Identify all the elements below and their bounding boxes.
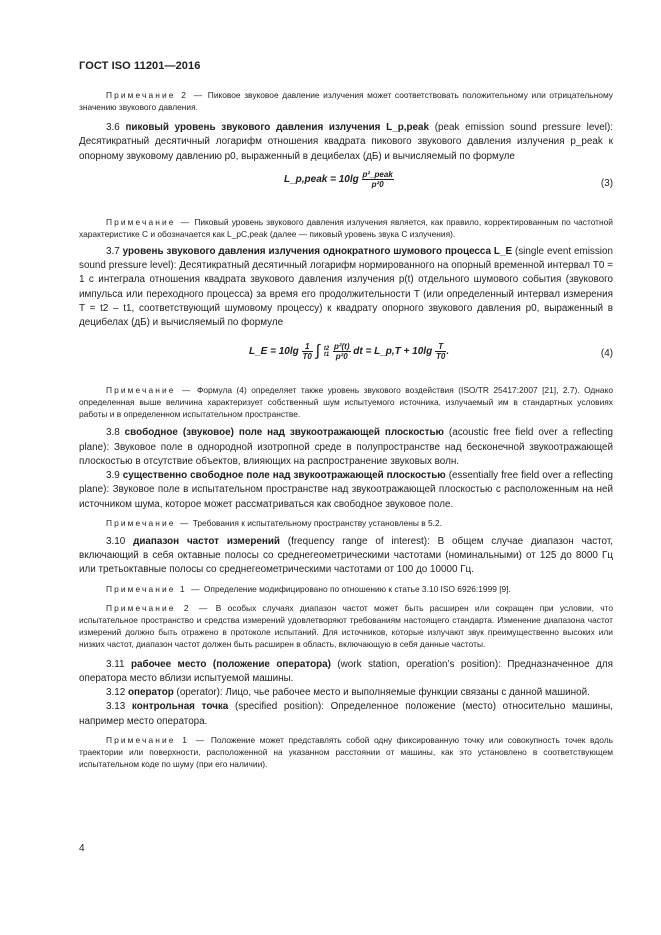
formula-number: (3) (600, 177, 613, 189)
note-label: Примечание 2 — (106, 602, 210, 613)
term-definition: (peak emission sound pressure level): Десятикратный десятичный логарифм отношения квадрата пикового звукового давления излучения p_peak к опорному звуковому давлению p0, выраженный в децибелах (дБ) и вычисляемый по формуле (79, 122, 613, 162)
term-3-7 (79, 245, 613, 330)
note-formula-4 (79, 384, 613, 420)
term-3-9 (79, 469, 613, 512)
term-definition: (operator): Лицо, чье рабочее место и выполняемые функции связаны с данной машиной. (173, 687, 590, 699)
term-definition: (work station, operation’s position): Предназначенное для оператора место вблизи испытуемой машины. (79, 658, 613, 685)
term-title: контрольная точка (131, 701, 229, 713)
note-space-requirements (79, 517, 613, 529)
formula-number: (4) (600, 348, 613, 360)
note-frequency-1 (79, 583, 613, 595)
term-title: пиковый уровень звукового давления излучения L_p,peak (125, 122, 429, 134)
term-3-10 (79, 535, 613, 578)
note-label: Примечание — (106, 517, 191, 528)
term-3-13 (79, 700, 613, 728)
term-3-11 (79, 658, 613, 686)
integral-upper-limit: t2 (323, 345, 330, 352)
formula-3 (79, 164, 613, 216)
term-number: 3.6 (106, 122, 120, 134)
formula-expression (284, 170, 394, 189)
page-number: 4 (79, 843, 85, 854)
note-peak-sign (79, 89, 613, 113)
term-definition: (specified position): Определенное положение (место) относительно машины, например место оператора. (79, 701, 613, 727)
formula-lhs: L_p,peak = 10lg (284, 173, 359, 185)
note-text: Формула (4) определяет также уровень звукового воздействия (ISO/TR 25417:2007 [21], 2.7). Однако определенная выше величина характеризует собственный шум испытуемого источника, излучаемый им в стандартных условиях работы и в определенном испытательном пространстве. (79, 385, 613, 420)
document-header: ГОСТ ISO 11201—2016 (79, 60, 201, 72)
formula-fraction (362, 170, 394, 189)
term-definition: (essentially free field over a reflecting plane): Звуковое поле в испытательном пространстве над звукоотражающей плоскостью с расположенным на ней источником шума, которое может рассматриваться как свободное звуковое поле. (79, 470, 614, 510)
formula-fraction-3 (435, 342, 446, 361)
term-title: уровень звукового давления излучения однократного шумового процесса L_E (122, 245, 513, 257)
fraction-denominator: p²0 (335, 352, 348, 362)
integral-limits (323, 346, 330, 358)
note-label: Примечание 2 — (106, 90, 205, 100)
note-text: Положение может представлять собой одну фиксированную точку или совокупность точек вдоль траектории или поверхности, расположенной на указанном расстоянии от машины, как это установлено в соответствующем испытательном коде по шуму (при его наличии). (79, 734, 614, 770)
term-number: 3.9 (106, 470, 120, 482)
term-3-8 (79, 426, 613, 469)
term-title: оператор (127, 687, 174, 699)
term-title: диапазон частот измерений (133, 535, 280, 547)
fraction-denominator: T0 (302, 352, 312, 362)
term-number: 3.13 (106, 701, 126, 713)
fraction-denominator: T0 (435, 352, 446, 362)
formula-expression (249, 342, 449, 361)
fraction-numerator: p²_peak (362, 169, 393, 179)
term-number: 3.12 (106, 687, 126, 699)
formula-fraction-1 (302, 342, 313, 361)
term-number: 3.11 (106, 658, 125, 670)
note-frequency-2 (79, 602, 613, 650)
formula-fraction-2 (333, 342, 351, 361)
formula-lhs: L_E = 10lg (249, 346, 299, 358)
term-title: свободное (звуковое) поле над звукоотражающей плоскостью (124, 427, 444, 439)
term-definition: (acoustic free field over a reflecting plane): Звуковое поле в однородной изотропной среде в полупространстве над бесконечной звукоотражающей плоскостью в отсутствие объектов, влияющих на распространение звуковых волн. (79, 427, 613, 467)
note-label: Примечание — (106, 216, 192, 227)
note-text: Пиковый уровень звукового давления излучения является, как правило, корректированным по частотной характеристике C и обозначается как L_pC,peak (далее — пиковый уровень звука C излучения). (79, 216, 613, 239)
fraction-numerator: T (435, 342, 446, 352)
term-number: 3.10 (106, 535, 126, 547)
term-3-12 (79, 686, 613, 700)
fraction-numerator: p²(t) (333, 342, 350, 352)
term-definition: (single event emission sound pressure level): Десятикратный десятичный логарифм нормированного на опорный временной интервал T0 = 1 с интеграла отношения квадрата звукового давления излучения p(t) отдельного шумового события (звукового импульса или переходного процесса) за время его продолжительности T (или определенный интервал измерения T = t2 – t1, соответствующий шумовому процессу) к квадрату опорного звукового давления p0, выраженный в децибелах (дБ) и вычисляемый по формуле (79, 245, 613, 328)
note-specified-position-1 (79, 734, 613, 770)
note-text: Требования к испытательному пространству установлены в 5.2. (190, 517, 442, 528)
fraction-denominator: p²0 (371, 179, 384, 189)
fraction-numerator: 1 (302, 342, 313, 352)
note-text: Определение модифицировано по отношению к статье 3.10 ISO 6926:1999 [9]. (201, 584, 511, 595)
integral-sign: ∫ (315, 342, 321, 360)
term-number: 3.7 (106, 245, 120, 257)
note-text: Пиковое звуковое давление излучения может соответствовать положительному или отрицательному значению звукового давления. (79, 90, 613, 113)
term-definition: (frequency range of interest): В общем случае диапазон частот, включающий в себя октавные полосы со среднегеометрическими частотами (номинальными) от 125 до 8000 Гц или третьоктавные полосы со среднегеометрическими частотами от 100 до 10000 Гц. (79, 535, 614, 576)
term-3-6 (79, 121, 613, 164)
term-title: существенно свободное поле над звукоотражающей плоскостью (122, 470, 446, 482)
note-text: В особых случаях диапазон частот может быть расширен или сокращен при условии, что испытательное пространство и средства измерений удовлетворяют требованиям настоящего стандарта. Изменение диапазона частот измерений должно быть отражено в протоколе испытаний. Для источников, которые излучают звук преимущественно высоких или низких частот, диапазон частот должен быть расширен в область, включающую в себя данные частоты. (79, 602, 613, 649)
term-title: рабочее место (положение оператора) (130, 658, 331, 670)
note-label: Примечание 1 — (106, 584, 202, 595)
formula-middle: dt = L_p,T + 10lg (353, 346, 433, 358)
note-label: Примечание 1 — (106, 734, 207, 745)
note-label: Примечание — (106, 385, 193, 396)
term-number: 3.8 (106, 427, 120, 439)
formula-4 (79, 330, 613, 384)
document-body (79, 89, 613, 770)
integral-lower-limit: t1 (323, 351, 330, 358)
note-peak-level (79, 216, 613, 240)
formula-end: . (446, 346, 450, 358)
